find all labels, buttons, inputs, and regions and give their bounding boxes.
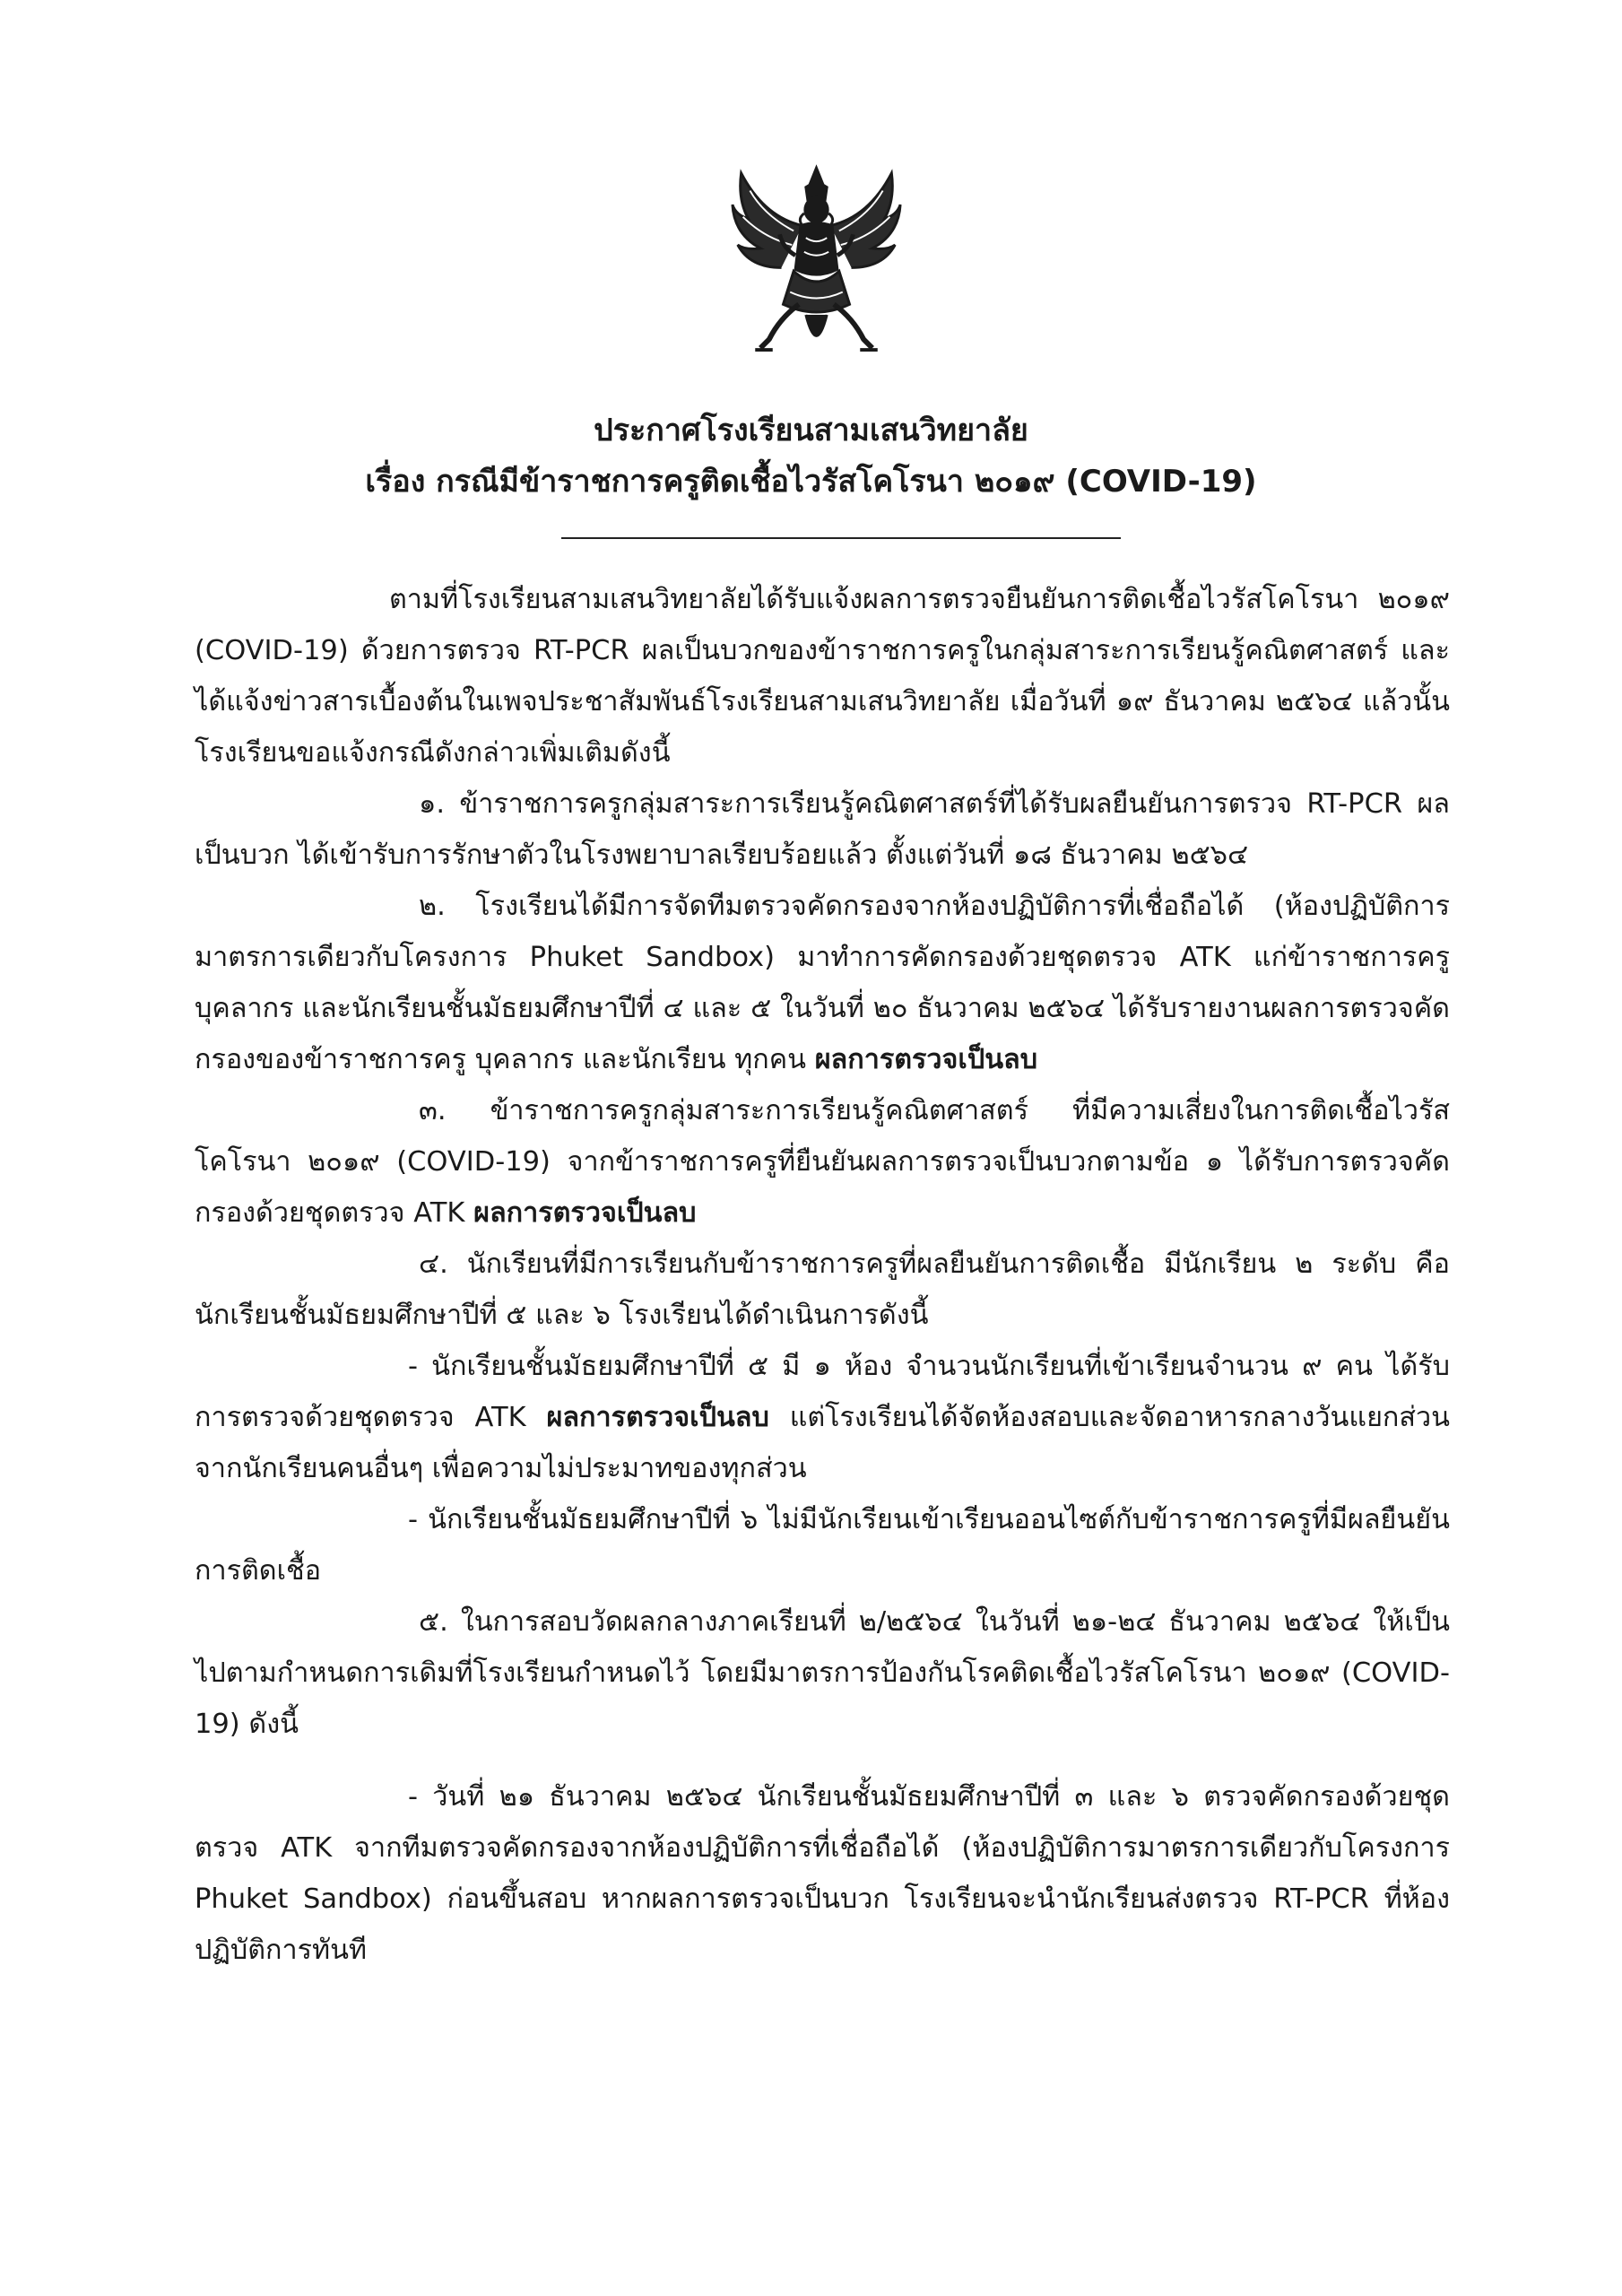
- item-3-result: ผลการตรวจเป็นลบ: [473, 1197, 697, 1229]
- item-1-paragraph: ๑. ข้าราชการครูกลุ่มสาระการเรียนรู้คณิตศาสตร์ที่ได้รับผลยืนยันการตรวจ RT-PCR ผลเป็นบวก ได้เข้ารับการรักษาตัวในโรงพยาบาลเรียบร้อยแล้ว ตั้งแต่วันที่ ๑๘ ธันวาคม ๒๕๖๔: [195, 788, 1450, 871]
- item-4a-note: แต่โรงเรียนได้จัดห้องสอบและจัดอาหารกลางวันแยกส่วนจากนักเรียนคนอื่นๆ เพื่อความไม่ประมาทของทุกส่วน: [195, 1402, 1450, 1484]
- garuda-emblem-icon: [729, 164, 904, 361]
- item-4a-result: ผลการตรวจเป็นลบ: [546, 1402, 769, 1433]
- intro-paragraph: ตามที่โรงเรียนสามเสนวิทยาลัยได้รับแจ้งผลการตรวจยืนยันการติดเชื้อไวรัสโคโรนา ๒๐๑๙ (COVID-19) ด้วยการตรวจ RT-PCR ผลเป็นบวกของข้าราชการครูในกลุ่มสาระการเรียนรู้คณิตศาสตร์ และได้แจ้งข่าวสารเบื้องต้นในเพจประชาสัมพันธ์โรงเรียนสามเสนวิทยาลัย เมื่อวันที่ ๑๙ ธันวาคม ๒๕๖๔ แล้วนั้น โรงเรียนขอแจ้งกรณีดังกล่าวเพิ่มเติมดังนี้: [195, 584, 1450, 769]
- title-divider: [561, 537, 1121, 539]
- item-4-paragraph: ๔. นักเรียนที่มีการเรียนกับข้าราชการครูที่ผลยืนยันการติดเชื้อ มีนักเรียน ๒ ระดับ คือ นักเรียนชั้นมัธยมศึกษาปีที่ ๕ และ ๖ โรงเรียนได้ดำเนินการดังนี้: [195, 1248, 1450, 1331]
- item-5a-paragraph: - วันที่ ๒๑ ธันวาคม ๒๕๖๔ นักเรียนชั้นมัธยมศึกษาปีที่ ๓ และ ๖ ตรวจคัดกรองด้วยชุดตรวจ ATK จากทีมตรวจคัดกรองจากห้องปฏิบัติการที่เชื่อถือได้ (ห้องปฏิบัติการมาตรการเดียวกับโครงการ Phuket Sandbox) ก่อนขึ้นสอบ หากผลการตรวจเป็นบวก โรงเรียนจะนำนักเรียนส่งตรวจ RT-PCR ที่ห้องปฏิบัติการทันที: [195, 1781, 1450, 1966]
- item-4a-text: - นักเรียนชั้นมัธยมศึกษาปีที่ ๕ มี ๑ ห้อง จำนวนนักเรียนที่เข้าเรียนจำนวน ๙ คน ได้รับการตรวจด้วยชุดตรวจ ATK: [195, 1351, 1450, 1433]
- item-3-text: ๓. ข้าราชการครูกลุ่มสาระการเรียนรู้คณิตศาสตร์ ที่มีความเสี่ยงในการติดเชื้อไวรัสโคโรนา ๒๐๑๙ (COVID-19) จากข้าราชการครูที่ยืนยันผลการตรวจเป็นบวกตามข้อ ๑ ได้รับการตรวจคัดกรองด้วยชุดตรวจ ATK: [195, 1095, 1450, 1229]
- item-2-paragraph: [195, 881, 1450, 1085]
- item-4b-paragraph: - นักเรียนชั้นมัธยมศึกษาปีที่ ๖ ไม่มีนักเรียนเข้าเรียนออนไซต์กับข้าราชการครูที่มีผลยืนยันการติดเชื้อ: [195, 1504, 1450, 1587]
- announcement-title: ประกาศโรงเรียนสามเสนวิทยาลัย: [594, 413, 1028, 448]
- announcement-body: [195, 574, 1450, 1976]
- item-3-paragraph: [195, 1085, 1450, 1239]
- announcement-subject: เรื่อง กรณีมีข้าราชการครูติดเชื้อไวรัสโคโรนา ๒๐๑๙ (COVID-19): [365, 464, 1257, 500]
- item-2-result: ผลการตรวจเป็นลบ: [814, 1044, 1038, 1075]
- item-2-text: ๒. โรงเรียนได้มีการจัดทีมตรวจคัดกรองจากห้องปฏิบัติการที่เชื่อถือได้ (ห้องปฏิบัติการมาตรการเดียวกับโครงการ Phuket Sandbox) มาทำการคัดกรองด้วยชุดตรวจ ATK แก่ข้าราชการครู บุคลากร และนักเรียนชั้นมัธยมศึกษาปีที่ ๔ และ ๕ ในวันที่ ๒๐ ธันวาคม ๒๕๖๔ ได้รับรายงานผลการตรวจคัดกรองของข้าราชการครู บุคลากร และนักเรียน ทุกคน: [195, 891, 1450, 1075]
- item-4a-paragraph: [195, 1341, 1450, 1494]
- item-5-paragraph: ๕. ในการสอบวัดผลกลางภาคเรียนที่ ๒/๒๕๖๔ ในวันที่ ๒๑-๒๔ ธันวาคม ๒๕๖๔ ให้เป็นไปตามกำหนดการเดิมที่โรงเรียนกำหนดไว้ โดยมีมาตรการป้องกันโรคติดเชื้อไวรัสโคโรนา ๒๐๑๙ (COVID-19) ดังนี้: [195, 1606, 1450, 1740]
